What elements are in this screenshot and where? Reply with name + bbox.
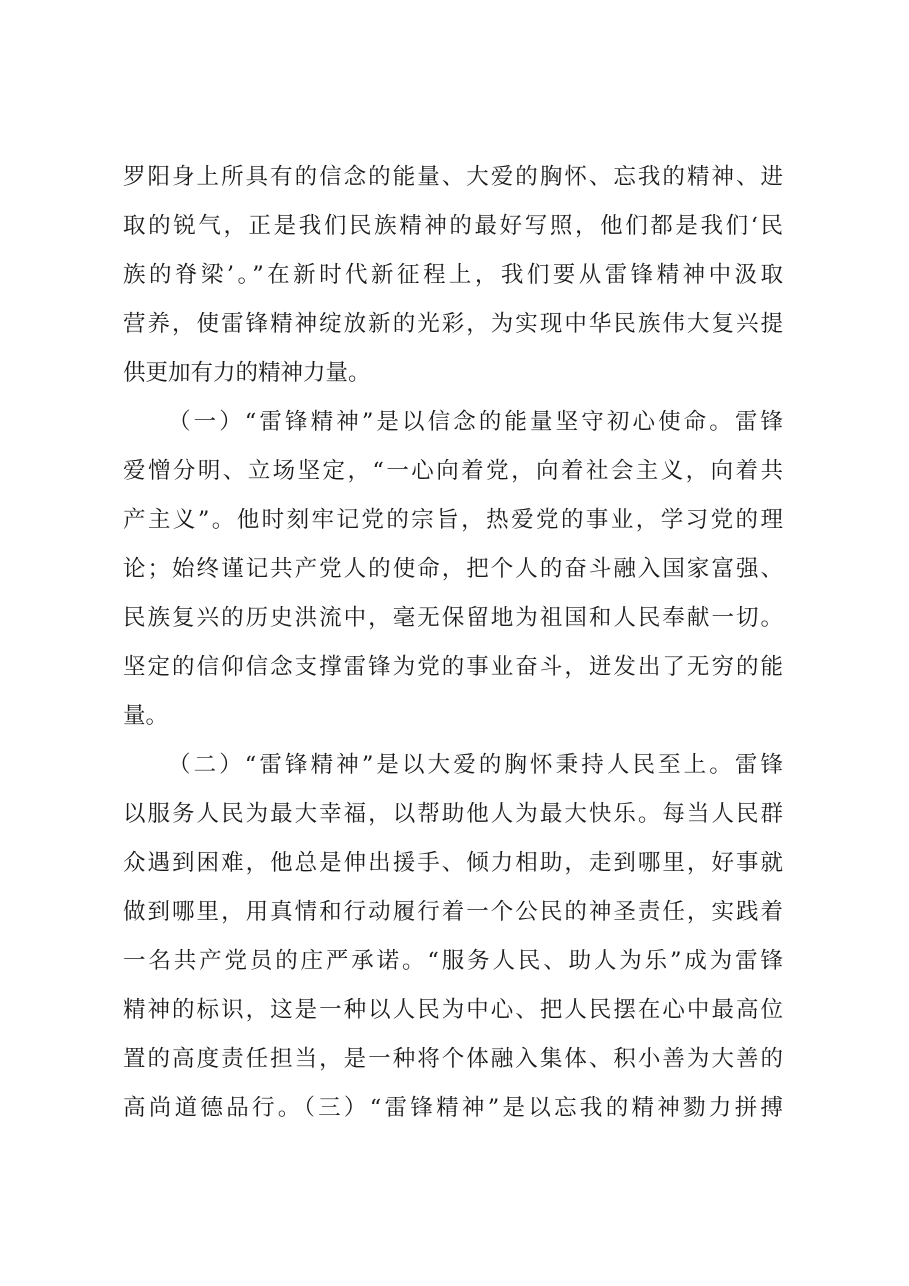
text-line: 族的脊梁’。”在新时代新征程上，我们要从雷锋精神中汲取	[123, 262, 783, 288]
text-line: 罗阳身上所具有的信念的能量、大爱的胸怀、忘我的精神、进	[123, 164, 783, 190]
text-line: 一名共产党员的庄严承诺。“服务人民、助人为乐”成为雷锋	[123, 948, 783, 974]
text-line: 营养，使雷锋精神绽放新的光彩，为实现中华民族伟大复兴提	[123, 311, 783, 337]
text-line: 取的锐气，正是我们民族精神的最好写照，他们都是我们‘民	[123, 213, 783, 239]
text-line: 量。	[123, 703, 169, 729]
text-line: 精神的标识，这是一种以人民为中心、把人民摆在心中最高位	[123, 997, 783, 1023]
text-line: 坚定的信仰信念支撑雷锋为党的事业奋斗，迸发出了无穷的能	[123, 654, 783, 680]
text-line: 论；始终谨记共产党人的使命，把个人的奋斗融入国家富强、	[123, 556, 783, 582]
text-line: 置的高度责任担当，是一种将个体融入集体、积小善为大善的	[123, 1046, 783, 1072]
text-line: 做到哪里，用真情和行动履行着一个公民的神圣责任，实践着	[123, 899, 783, 925]
paragraph-heading-line: （二）“雷锋精神”是以大爱的胸怀秉持人民至上。雷锋	[168, 752, 783, 778]
text-line: 供更加有力的精神力量。	[123, 360, 371, 386]
text-line: 民族复兴的历史洪流中，毫无保留地为祖国和人民奉献一切。	[123, 605, 783, 631]
document-body	[123, 162, 783, 1142]
text-line: 众遇到困难，他总是伸出援手、倾力相助，走到哪里，好事就	[123, 850, 783, 876]
paragraph-heading-line: （一）“雷锋精神”是以信念的能量坚守初心使命。雷锋	[168, 409, 783, 435]
text-line: 产主义”。他时刻牢记党的宗旨，热爱党的事业，学习党的理	[123, 507, 783, 533]
text-line: 高尚道德品行。（三）“雷锋精神”是以忘我的精神勠力拼搏	[123, 1095, 783, 1121]
text-line: 爱憎分明、立场坚定，“一心向着党，向着社会主义，向着共	[123, 458, 783, 484]
text-line: 以服务人民为最大幸福，以帮助他人为最大快乐。每当人民群	[123, 801, 783, 827]
